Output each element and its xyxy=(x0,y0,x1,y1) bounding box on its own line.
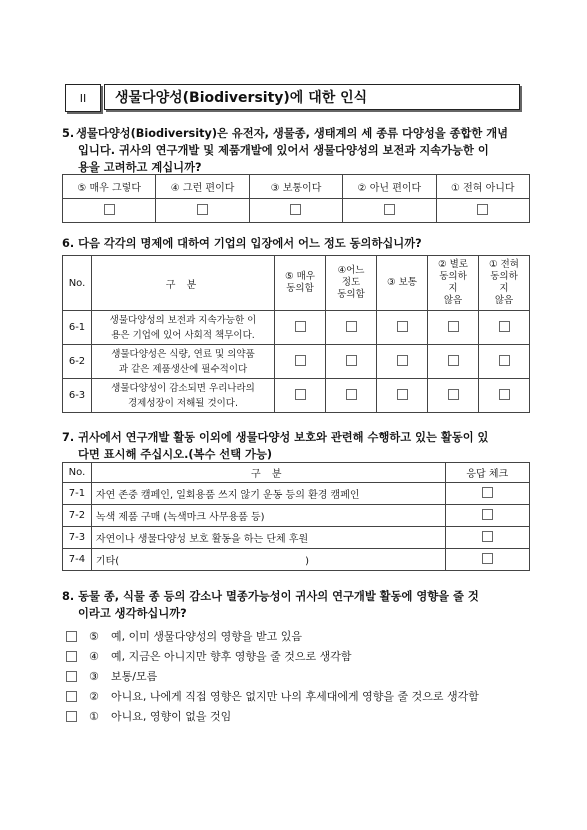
list-item[interactable] xyxy=(66,686,536,706)
q7-row-no: 7-2 xyxy=(63,505,92,527)
table-row xyxy=(63,505,530,527)
q7-row-text: 녹색 제품 구매 (녹색마크 사무용품 등) xyxy=(91,505,445,527)
table-row xyxy=(63,549,530,571)
q6-checkbox-cell xyxy=(479,311,530,345)
q8-option-text: 예, 지금은 아니지만 향후 영향을 줄 것으로 생각함 xyxy=(111,650,352,663)
q7-other-cell xyxy=(91,549,445,571)
q6-1-option-2-checkbox[interactable] xyxy=(448,321,459,332)
q5-option-label: ④ 그런 편이다 xyxy=(156,175,249,199)
q6-scale-text: ① 전혀 xyxy=(489,259,519,270)
q5-checkbox-cell xyxy=(156,199,249,223)
question-5-number: 5. xyxy=(62,127,75,140)
q6-scale-1-header xyxy=(479,256,530,311)
question-5-table xyxy=(62,174,530,223)
q6-row-statement xyxy=(92,345,275,379)
q6-scale-5-header xyxy=(275,256,326,311)
section-number-box xyxy=(65,84,101,112)
q6-row-statement xyxy=(92,379,275,413)
q5-option-5-checkbox[interactable] xyxy=(104,204,115,215)
q5-option-label: ③ 보통이다 xyxy=(249,175,342,199)
q7-2-checkbox[interactable] xyxy=(482,509,493,520)
q6-1-option-5-checkbox[interactable] xyxy=(295,321,306,332)
q6-scale-4-header xyxy=(326,256,377,311)
q6-scale-text: 정도 xyxy=(341,277,361,288)
question-8-options xyxy=(66,626,536,726)
question-6-header-row xyxy=(63,256,530,311)
q7-4-checkbox[interactable] xyxy=(482,553,493,564)
q8-option-text: 아니요, 나에게 직접 영향은 없지만 나의 후세대에게 영향을 줄 것으로 생각함 xyxy=(111,690,479,703)
q7-row-no: 7-1 xyxy=(63,483,92,505)
question-8 xyxy=(62,588,532,622)
q6-3-option-5-checkbox[interactable] xyxy=(295,389,306,400)
q6-checkbox-cell xyxy=(479,379,530,413)
q6-scale-text: 동의함 xyxy=(286,283,314,294)
q6-col-no: No. xyxy=(63,256,92,311)
section-title: 생물다양성(Biodiversity)에 대한 인식 xyxy=(115,90,368,106)
q6-col-category: 구 분 xyxy=(92,256,275,311)
q6-3-option-1-checkbox[interactable] xyxy=(499,389,510,400)
question-5-checkbox-row xyxy=(63,199,530,223)
q5-option-2-checkbox[interactable] xyxy=(384,204,395,215)
q6-checkbox-cell xyxy=(326,345,377,379)
table-row xyxy=(63,379,530,413)
q6-checkbox-cell xyxy=(275,345,326,379)
q7-row-text: 자연이나 생물다양성 보호 활동을 하는 단체 후원 xyxy=(91,527,445,549)
section-title-box xyxy=(104,84,520,110)
q6-3-option-2-checkbox[interactable] xyxy=(448,389,459,400)
list-item[interactable] xyxy=(66,646,536,666)
q6-statement-line: 경제성장이 저해될 것이다. xyxy=(127,397,238,409)
q6-checkbox-cell xyxy=(377,345,428,379)
q7-check-cell xyxy=(445,527,529,549)
q6-scale-text: ⑤ 매우 xyxy=(285,271,315,282)
q5-option-3-checkbox[interactable] xyxy=(290,204,301,215)
q6-statement-line: 생물다양성의 보전과 지속가능한 이 xyxy=(109,314,257,326)
q8-option-number: ② xyxy=(89,689,99,703)
q7-col-category: 구 분 xyxy=(91,463,445,483)
list-item[interactable] xyxy=(66,706,536,726)
q6-row-no: 6-2 xyxy=(63,345,92,379)
q5-checkbox-cell xyxy=(436,199,529,223)
q8-option-number: ⑤ xyxy=(89,629,99,643)
q5-checkbox-cell xyxy=(343,199,436,223)
q8-option-text: 아니요, 영향이 없을 것임 xyxy=(111,710,232,723)
q8-option-2-checkbox[interactable] xyxy=(66,691,77,702)
q6-statement-line: 생물다양성이 감소되면 우리나라의 xyxy=(111,382,255,394)
q5-checkbox-cell xyxy=(249,199,342,223)
q6-1-option-3-checkbox[interactable] xyxy=(397,321,408,332)
q6-1-option-1-checkbox[interactable] xyxy=(499,321,510,332)
q8-option-number: ③ xyxy=(89,669,99,683)
question-5-line-3: 용을 고려하고 계십니까? xyxy=(78,161,202,174)
q6-row-statement xyxy=(92,311,275,345)
q7-other-label: 기타( xyxy=(95,556,120,567)
q8-option-3-checkbox[interactable] xyxy=(66,671,77,682)
q8-option-text: 예, 이미 생물다양성의 영향을 받고 있음 xyxy=(111,630,302,643)
q6-checkbox-cell xyxy=(377,379,428,413)
q5-option-label: ② 아닌 편이다 xyxy=(343,175,436,199)
q5-checkbox-cell xyxy=(63,199,156,223)
q6-checkbox-cell xyxy=(428,345,479,379)
question-7-line-1: 7. 귀사에서 연구개발 활동 이외에 생물다양성 보호와 관련해 수행하고 있는 활동이 있 xyxy=(62,431,489,444)
q6-scale-text: 동의함 xyxy=(337,289,365,300)
q7-row-no: 7-3 xyxy=(63,527,92,549)
q5-option-label: ① 전혀 아니다 xyxy=(436,175,529,199)
q8-option-4-checkbox[interactable] xyxy=(66,651,77,662)
table-row xyxy=(63,527,530,549)
q7-1-checkbox[interactable] xyxy=(482,487,493,498)
q6-checkbox-cell xyxy=(377,311,428,345)
q6-row-no: 6-3 xyxy=(63,379,92,413)
q7-col-check: 응답 체크 xyxy=(445,463,529,483)
q8-option-1-checkbox[interactable] xyxy=(66,711,77,722)
list-item[interactable] xyxy=(66,626,536,646)
table-row xyxy=(63,483,530,505)
q8-option-number: ④ xyxy=(89,649,99,663)
question-7 xyxy=(62,429,532,463)
q5-option-4-checkbox[interactable] xyxy=(197,204,208,215)
q8-option-text: 보통/모름 xyxy=(111,670,158,683)
q6-scale-text: 동의하 xyxy=(439,271,467,282)
table-row xyxy=(63,311,530,345)
q7-col-no: No. xyxy=(63,463,92,483)
q7-row-no: 7-4 xyxy=(63,549,92,571)
q6-checkbox-cell xyxy=(428,311,479,345)
q6-scale-text: ③ 보통 xyxy=(387,277,417,288)
q7-row-text: 자연 존중 캠페인, 일회용품 쓰지 않기 운동 등의 환경 캠페인 xyxy=(91,483,445,505)
question-5 xyxy=(62,125,532,176)
question-5-line-2: 입니다. 귀사의 연구개발 및 제품개발에 있어서 생물다양성의 보전과 지속가능한 이 xyxy=(78,144,489,157)
question-7-table xyxy=(62,462,530,571)
question-5-line-1: 생물다양성(Biodiversity)은 유전자, 생물종, 생태계의 세 종류 다양성을 종합한 개념 xyxy=(76,127,509,140)
question-8-line-1: 8. 동물 종, 식물 종 등의 감소나 멸종가능성이 귀사의 연구개발 활동에 영향을 줄 것 xyxy=(62,590,479,603)
q6-checkbox-cell xyxy=(428,379,479,413)
q6-scale-text: ④어느 xyxy=(337,265,365,276)
q6-scale-3-header xyxy=(377,256,428,311)
q6-2-option-4-checkbox[interactable] xyxy=(346,355,357,366)
q6-row-no: 6-1 xyxy=(63,311,92,345)
q6-2-option-1-checkbox[interactable] xyxy=(499,355,510,366)
q6-3-option-4-checkbox[interactable] xyxy=(346,389,357,400)
q6-statement-line: 생물다양성은 식량, 연료 및 의약품 xyxy=(111,348,255,360)
q6-checkbox-cell xyxy=(275,379,326,413)
q6-3-option-3-checkbox[interactable] xyxy=(397,389,408,400)
q6-scale-text: 않음 xyxy=(443,295,463,306)
q6-scale-text: 지 xyxy=(448,283,458,294)
q7-check-cell xyxy=(445,483,529,505)
q8-option-number: ① xyxy=(89,709,99,723)
question-7-line-2: 다면 표시해 주십시오.(복수 선택 가능) xyxy=(78,448,273,461)
q7-other-close: ) xyxy=(305,556,310,567)
question-5-label-row xyxy=(63,175,530,199)
q5-option-label: ⑤ 매우 그렇다 xyxy=(63,175,156,199)
q6-scale-text: 않음 xyxy=(494,295,514,306)
table-row xyxy=(63,345,530,379)
q6-1-option-4-checkbox[interactable] xyxy=(346,321,357,332)
q5-option-1-checkbox[interactable] xyxy=(477,204,488,215)
q6-2-option-3-checkbox[interactable] xyxy=(397,355,408,366)
q6-scale-text: ② 별로 xyxy=(438,259,468,270)
q6-2-option-5-checkbox[interactable] xyxy=(295,355,306,366)
list-item[interactable] xyxy=(66,666,536,686)
question-7-header-row xyxy=(63,463,530,483)
q7-check-cell xyxy=(445,505,529,527)
q6-scale-2-header xyxy=(428,256,479,311)
q6-checkbox-cell xyxy=(479,345,530,379)
q6-scale-text: 동의하 xyxy=(490,271,518,282)
q8-option-5-checkbox[interactable] xyxy=(66,631,77,642)
question-6-table xyxy=(62,255,530,413)
q6-checkbox-cell xyxy=(326,379,377,413)
question-6-title: 6. 다음 각각의 명제에 대하여 기업의 입장에서 어느 정도 동의하십니까? xyxy=(62,237,422,250)
q6-checkbox-cell xyxy=(326,311,377,345)
q6-scale-text: 지 xyxy=(499,283,509,294)
question-8-line-2: 이라고 생각하십니까? xyxy=(78,607,187,620)
q6-statement-line: 용은 기업에 있어 사회적 책무이다. xyxy=(111,329,255,341)
q6-2-option-2-checkbox[interactable] xyxy=(448,355,459,366)
q7-3-checkbox[interactable] xyxy=(482,531,493,542)
q6-checkbox-cell xyxy=(275,311,326,345)
q7-check-cell xyxy=(445,549,529,571)
section-number: II xyxy=(79,91,87,105)
q6-statement-line: 과 같은 제품생산에 필수적이다 xyxy=(118,363,248,375)
